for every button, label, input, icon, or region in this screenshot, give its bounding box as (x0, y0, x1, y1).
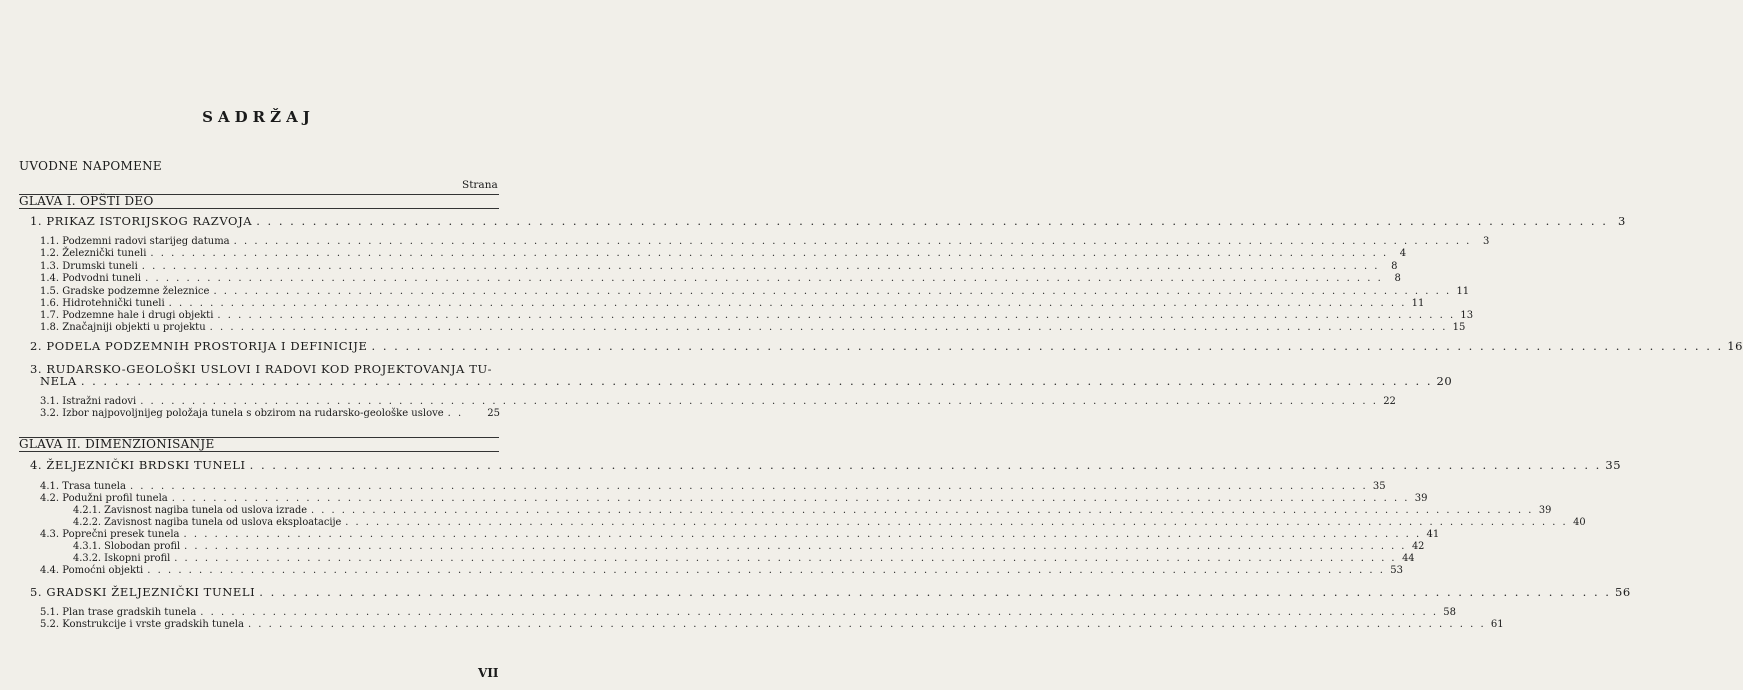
toc-entry-title: 2. PODELA PODZEMNIH PROSTORIJA I DEFINICIJE (30, 339, 368, 353)
toc-entry-page: 15 (1452, 322, 1466, 333)
dot-leader: . . . . . . . . . . . . . . . . . . . . . . . . . . . . . . . . . . . . . . . . . . . . . . . . . . . . . . . . . . . . . . . . . . . . . . . . . . . . . . . . . . . . . . . . . . . . . . . . . . . . . . . . . . . . . . . . . . . . . . . . (141, 261, 1380, 272)
toc-entry-title: 4. ŽELJEZNIČKI BRDSKI TUNELI (30, 458, 246, 472)
toc-entry (40, 481, 1386, 492)
toc-entry (30, 339, 1743, 353)
dot-leader: . . . . . . . . . . . . . . . . . . . . . . . . . . . . . . . . . . . . . . . . . . . . . . . . . . . . . . . . . . . . . . . . . . . . . . . . . . . . . . . . . . . . . . . . . . . . . . . . . . . . . . . . . . . . . . . . . . . . . . . . (150, 248, 1389, 259)
glava-2-title: GLAVA II. DIMENZIONISANJE (19, 437, 215, 451)
dot-leader: . . . . . . . . . . . . . . . . . . . . . . . . . . . . . . . . . . . . . . . . . . . . . . . . . . . . . . . . . . . . . . . . . . . . . . . . . . . . . . . . . . . . . . . . . . . . . . . . . . . . . . . . . . . . . . . . . . . . . . . . (256, 214, 1608, 228)
dot-leader: . . . . . . . . . . . . . . . . . . . . . . . . . . . . . . . . . . . . . . . . . . . . . . . . . . . . . . . . . . . . . . . . . . . . . . . . . . . . . . . . . . . . . . . . . . . . . . . . . . . . . . . . . . . . . . . . . . . . . . . . (174, 553, 1397, 564)
toc-entry (40, 273, 1401, 284)
toc-entry (40, 236, 1490, 247)
dot-leader: . . . . . . . . . . . . . . . . . . . . . . . . . . . . . . . . . . . . . . . . . . . . . . . . . . . . . . . . . . . . . . . . . . . . . . . . . . . . . . . . . . . . . . . . . . . . . . . . . . . . . . . . . . . . . . . . . . . . . . . . (147, 565, 1385, 576)
toc-entry-page: 61 (1490, 619, 1504, 630)
toc-entry-page: 22 (1383, 396, 1396, 407)
page-folio: VII (478, 666, 499, 680)
toc-entry (40, 493, 1428, 504)
toc-entry-title: 1. PRIKAZ ISTORIJSKOG RAZVOJA (30, 214, 253, 228)
toc-entry (40, 619, 1504, 630)
toc-entry (40, 607, 1457, 618)
dot-leader: . . . . . . . . . . . . . . . . . . . . . . . . . . . . . . . . . . . . . . . . . . . . . . . . . . . . . . . . . . . . . . . . . . . . . . . . . . . . . . . . . . . . . . . . . . . . . . . . . . . . . . . . . . . . . . . . . . . . . . . . (140, 396, 1378, 407)
dot-leader: . . . . . . . . . . . . . . . . . . . . . . . . . . . . . . . . . . . . . . . . . . . . . . . . . . . . . . . . . . . . . . . . . . . . . . . . . . . . . . . . . . . . . . . . . . . . . . . . . . . . . . . . . . . . . . . . . . . . . . . . (345, 517, 1568, 528)
toc-entry-title: 1.1. Podzemni radovi starijeg datuma (40, 236, 230, 247)
toc-entry-title: 1.2. Železnički tuneli (40, 248, 147, 259)
toc-entry-title: 4.3. Poprečni presek tunela (40, 529, 180, 540)
toc-entry-page: 25 (487, 408, 500, 419)
toc-entry (73, 517, 1586, 528)
dot-leader: . . . . . . . . . . . . . . . . . . . . . . . . . . . . . . . . . . . . . . . . . . . . . . . . . . . . . . . . . . . . . . . . . . . . . . . . . . . . . . . . . . . . . . . . . . . . . . . . . . . . . . . . . . . . . . . . . . . . . . . . (259, 585, 1611, 599)
toc-entry-page: 39 (1414, 493, 1428, 504)
toc-entry-title: 1.7. Podzemne hale i drugi objekti (40, 310, 214, 321)
dot-leader: . . (447, 408, 464, 419)
toc-entry-title: 1.8. Značajniji objekti u projektu (40, 322, 206, 333)
dot-leader: . . . . . . . . . . . . . . . . . . . . . . . . . . . . . . . . . . . . . . . . . . . . . . . . . . . . . . . . . . . . . . . . . . . . . . . . . . . . . . . . . . . . . . . . . . . . . . . . . . . . . . . . . . . . . . . . . . . . . . . . (183, 529, 1422, 540)
toc-entry (73, 553, 1415, 564)
toc-entry-page: 8 (1391, 261, 1398, 272)
toc-entry-title: 5.1. Plan trase gradskih tunela (40, 607, 197, 618)
toc-entry-title: 4.4. Pomoćni objekti (40, 565, 144, 576)
dot-leader: . . . . . . . . . . . . . . . . . . . . . . . . . . . . . . . . . . . . . . . . . . . . . . . . . . . . . . . . . . . . . . . . . . . . . . . . . . . . . . . . . . . . . . . . . . . . . . . . . . . . . . . . . . . . . . . . . . . . . . . . (371, 339, 1724, 353)
toc-entry (40, 322, 1466, 333)
toc-entry-page: 8 (1394, 273, 1401, 284)
dot-leader: . . . . . . . . . . . . . . . . . . . . . . . . . . . . . . . . . . . . . . . . . . . . . . . . . . . . . . . . . . . . . . . . . . . . . . . . . . . . . . . . . . . . . . . . . . . . . . . . . . . . . . . . . . . . . . . . . . . . . . . . (184, 541, 1407, 552)
toc-entry-title: 5.2. Konstrukcije i vrste gradskih tunela (40, 619, 244, 630)
dot-leader: . . . . . . . . . . . . . . . . . . . . . . . . . . . . . . . . . . . . . . . . . . . . . . . . . . . . . . . . . . . . . . . . . . . . . . . . . . . . . . . . . . . . . . . . . . . . . . . . . . . . . . . . . . . . . . . . . . . . . . . . (209, 322, 1448, 333)
toc-entry-page: 20 (1436, 374, 1453, 388)
toc-entry-page: 39 (1538, 505, 1552, 516)
page-column-label: Strana (462, 179, 498, 191)
toc-entry (40, 298, 1425, 309)
toc-entry-page: 16 (1727, 339, 1743, 353)
dot-leader: . . . . . . . . . . . . . . . . . . . . . . . . . . . . . . . . . . . . . . . . . . . . . . . . . . . . . . . . . . . . . . . . . . . . . . . . . . . . . . . . . . . . . . . . . . . . . . . . . . . . . . . . . . . . . . . . . . . . . . . . (145, 273, 1383, 284)
toc-entry-title: 1.3. Drumski tuneli (40, 261, 138, 272)
toc-entry (40, 374, 1453, 388)
toc-entry (73, 505, 1552, 516)
toc-entry-title: 3.2. Izbor najpovoljnijeg položaja tunela s obzirom na rudarsko-geološke uslove (40, 408, 444, 419)
dot-leader: . . . . . . . . . . . . . . . . . . . . . . . . . . . . . . . . . . . . . . . . . . . . . . . . . . . . . . . . . . . . . . . . . . . . . . . . . . . . . . . . . . . . . . . . . . . . . . . . . . . . . . . . . . . . . . . . . . . . . . . . (311, 505, 1534, 516)
dot-leader: . . . . . . . . . . . . . . . . . . . . . . . . . . . . . . . . . . . . . . . . . . . . . . . . . . . . . . . . . . . . . . . . . . . . . . . . . . . . . . . . . . . . . . . . . . . . . . . . . . . . . . . . . . . . . . . . . . . . . . . . (213, 286, 1452, 297)
toc-heading: SADRŽAJ (202, 108, 315, 126)
toc-entry (40, 261, 1398, 272)
toc-entry-title: 4.3.2. Iskopni profil (73, 553, 171, 564)
toc-entry-title: 4.3.1. Slobodan profil (73, 541, 181, 552)
toc-entry-page: 11 (1456, 286, 1470, 297)
uvodne-napomene: UVODNE NAPOMENE (19, 159, 162, 173)
dot-leader: . . . . . . . . . . . . . . . . . . . . . . . . . . . . . . . . . . . . . . . . . . . . . . . . . . . . . . . . . . . . . . . . . . . . . . . . . . . . . . . . . . . . . . . . . . . . . . . . . . . . . . . . . . . . . . . . . . . . . . . . (171, 493, 1410, 504)
toc-entry-page: 42 (1411, 541, 1425, 552)
divider (19, 451, 499, 452)
toc-entry-page: 35 (1605, 458, 1622, 472)
toc-entry-page: 3 (1482, 236, 1490, 247)
toc-entry (73, 541, 1425, 552)
dot-leader: . . . . . . . . . . . . . . . . . . . . . . . . . . . . . . . . . . . . . . . . . . . . . . . . . . . . . . . . . . . . . . . . . . . . . . . . . . . . . . . . . . . . . . . . . . . . . . . . . . . . . . . . . . . . . . . . . . . . . . . . (200, 607, 1439, 618)
toc-entry-page: 4 (1399, 248, 1407, 259)
toc-entry-page: 44 (1402, 553, 1415, 564)
toc-entry (30, 458, 1622, 472)
toc-entry (40, 396, 1396, 407)
dot-leader: . . . . . . . . . . . . . . . . . . . . . . . . . . . . . . . . . . . . . . . . . . . . . . . . . . . . . . . . . . . . . . . . . . . . . . . . . . . . . . . . . . . . . . . . . . . . . . . . . . . . . . . . . . . . . . . . . . . . . . . . (168, 298, 1407, 309)
toc-entry-title: 4.2. Podužni profil tunela (40, 493, 168, 504)
toc-entry (40, 248, 1407, 259)
toc-entry (40, 529, 1440, 540)
toc-entry-title: 4.1. Trasa tunela (40, 481, 126, 492)
toc-entry (30, 585, 1631, 599)
toc-entry (40, 286, 1470, 297)
dot-leader: . . . . . . . . . . . . . . . . . . . . . . . . . . . . . . . . . . . . . . . . . . . . . . . . . . . . . . . . . . . . . . . . . . . . . . . . . . . . . . . . . . . . . . . . . . . . . . . . . . . . . . . . . . . . . . . . . . . . . . . . (249, 458, 1602, 472)
toc-entry (30, 214, 1626, 228)
toc-entry-page: 13 (1460, 310, 1474, 321)
toc-entry-title: 3.1. Istražni radovi (40, 396, 137, 407)
toc-entry-page: 41 (1426, 529, 1440, 540)
toc-entry-page: 35 (1372, 481, 1386, 492)
toc-entry-title: 1.6. Hidrotehnički tuneli (40, 298, 165, 309)
dot-leader: . . . . . . . . . . . . . . . . . . . . . . . . . . . . . . . . . . . . . . . . . . . . . . . . . . . . . . . . . . . . . . . . . . . . . . . . . . . . . . . . . . . . . . . . . . . . . . . . . . . . . . . . . . . . . . . . . . . . . . . . (247, 619, 1486, 630)
glava-1-title: GLAVA I. OPŠTI DEO (19, 194, 154, 208)
toc-entry (40, 408, 500, 419)
toc-entry-title: 3. RUDARSKO-GEOLOŠKI USLOVI I RADOVI KOD PROJEKTOVANJA TU- (30, 362, 493, 376)
toc-entry (40, 310, 1474, 321)
toc-entry-title: 4.2.2. Zavisnost nagiba tunela od uslova eksploatacije (73, 517, 342, 528)
toc-entry-page: 56 (1614, 585, 1631, 599)
toc-entry (40, 565, 1403, 576)
toc-entry-page: 11 (1411, 298, 1425, 309)
toc-entry-title: 5. GRADSKI ŽELJEZNIČKI TUNELI (30, 585, 256, 599)
dot-leader: . . . . . . . . . . . . . . . . . . . . . . . . . . . . . . . . . . . . . . . . . . . . . . . . . . . . . . . . . . . . . . . . . . . . . . . . . . . . . . . . . . . . . . . . . . . . . . . . . . . . . . . . . . . . . . . . . . . . . . . . (129, 481, 1368, 492)
toc-entry-title: 1.4. Podvodni tuneli (40, 273, 142, 284)
toc-entry-title: 4.2.1. Zavisnost nagiba tunela od uslova izrade (73, 505, 308, 516)
toc-entry-page: 53 (1390, 565, 1403, 576)
dot-leader: . . . . . . . . . . . . . . . . . . . . . . . . . . . . . . . . . . . . . . . . . . . . . . . . . . . . . . . . . . . . . . . . . . . . . . . . . . . . . . . . . . . . . . . . . . . . . . . . . . . . . . . . . . . . . . . . . . . . . . . . (80, 374, 1433, 388)
toc-entry-page: 58 (1443, 607, 1457, 618)
toc-entry-title: 1.5. Gradske podzemne železnice (40, 286, 210, 297)
toc-entry-title: NELA (40, 374, 77, 388)
toc-entry-page: 3 (1617, 214, 1626, 228)
dot-leader: . . . . . . . . . . . . . . . . . . . . . . . . . . . . . . . . . . . . . . . . . . . . . . . . . . . . . . . . . . . . . . . . . . . . . . . . . . . . . . . . . . . . . . . . . . . . . . . . . . . . . . . . . . . . . . . . . . . . . . . . (233, 236, 1472, 247)
dot-leader: . . . . . . . . . . . . . . . . . . . . . . . . . . . . . . . . . . . . . . . . . . . . . . . . . . . . . . . . . . . . . . . . . . . . . . . . . . . . . . . . . . . . . . . . . . . . . . . . . . . . . . . . . . . . . . . . . . . . . . . . (217, 310, 1456, 321)
divider (19, 208, 499, 209)
toc-entry-page: 40 (1573, 517, 1586, 528)
